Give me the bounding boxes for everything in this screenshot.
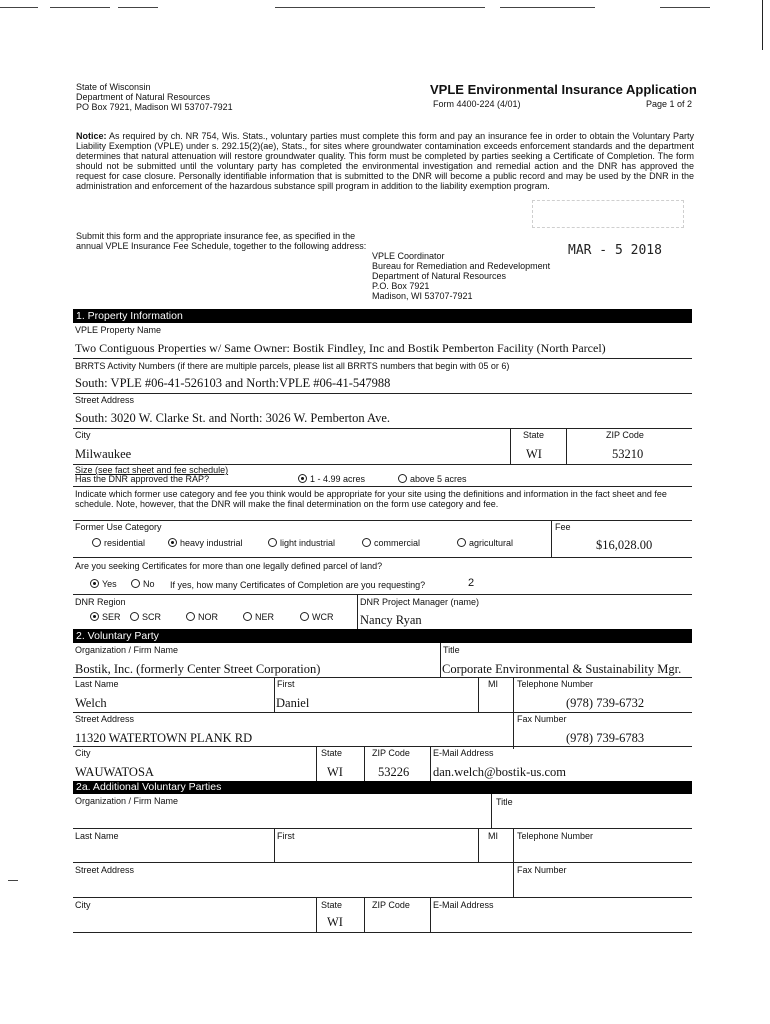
agency-block [76,82,233,112]
add-fax-label: Fax Number [517,865,567,875]
submit-text [76,231,366,251]
submit-line: annual VPLE Insurance Fee Schedule, together to the following address: [76,241,367,251]
radio-unselected[interactable] [398,474,407,483]
size-label: Size (see fact sheet and fee schedule) [75,465,229,475]
city-label: City [75,430,91,440]
mailing-address [372,251,550,301]
scan-mark [660,7,710,8]
add-title-label: Title [496,797,513,807]
project-manager-field[interactable]: Nancy Ryan [360,613,422,627]
region-label: DNR Region [75,597,126,607]
notice [76,131,694,191]
agency-line: State of Wisconsin [76,82,151,92]
address-line: P.O. Box 7921 [372,281,430,291]
notice-lead: Notice: [76,131,107,141]
scan-mark [275,7,485,8]
scan-mark [762,0,763,50]
last-name-field[interactable]: Welch [75,696,107,710]
option-label: residential [104,538,146,548]
option-label: No [143,579,155,589]
option-label: SER [102,612,121,622]
radio-unselected[interactable] [268,538,277,547]
email-label: E-Mail Address [433,748,494,758]
option-label: NOR [198,612,218,622]
street-address-label: Street Address [75,395,135,405]
page-number: Page 1 of 2 [646,99,693,109]
rap-label: Has the DNR approved the RAP? [75,474,210,484]
scan-mark [0,7,38,8]
received-stamp-date: MAR - 5 2018 [568,243,662,258]
vp-city-label: City [75,748,91,758]
received-stamp [532,200,684,228]
first-name-label: First [277,679,295,689]
state-field[interactable]: WI [526,447,542,461]
add-first-name-label: First [277,831,295,841]
fee-field[interactable]: $16,028.00 [596,538,653,552]
radio-unselected[interactable] [131,579,140,588]
radio-unselected[interactable] [130,612,139,621]
size-option-large[interactable] [398,474,467,484]
notice-text: As required by ch. NR 754, Wis. Stats., voluntary parties must complete this form and pay an insurance fee in order to obtain the Voluntary Party Liability Exemption (VPLE) under s. 292.15(2)(ae), Stats., for sites where groundwater contamination exceeds enforcement standards and the department determines that natural attenuation will restore groundwater quality. This form must be completed by parties seeking a Certificate of Completion. The form should not be submitted until the voluntary party has completed the environmental investigation and remedial action and the DNR has approved the request for case closure. Personally identifiable information that is submitted to the DNR will become a public record and may be used by the DNR in the administration and enforcement of the hazardous substance spill program in addition to the liability exemption program. [76,131,694,191]
fax-field[interactable]: (978) 739-6783 [566,731,645,745]
add-phone-label: Telephone Number [517,831,594,841]
title-field[interactable]: Corporate Environmental & Sustainability Mgr. [442,662,682,676]
street-address-field[interactable]: South: 3020 W. Clarke St. and North: 3026 W. Pemberton Ave. [75,411,391,425]
radio-selected[interactable] [90,579,99,588]
fee-label: Fee [555,522,571,532]
section-additional-parties-header: 2a. Additional Voluntary Parties [73,781,692,794]
add-state-label: State [321,900,343,910]
brrts-field[interactable]: South: VPLE #06-41-526103 and North:VPLE #06-41-547988 [75,376,391,390]
cert-question: Are you seeking Certificates for more than one legally defined parcel of land? [75,561,383,571]
radio-selected[interactable] [298,474,307,483]
option-label: WCR [312,612,334,622]
cert-count-field[interactable]: 2 [468,577,475,589]
zip-label: ZIP Code [606,430,644,440]
add-last-name-label: Last Name [75,831,119,841]
add-mi-label: MI [488,831,498,841]
use-light-industrial[interactable] [268,538,335,548]
scan-mark [500,7,595,8]
region-wcr[interactable] [300,612,334,622]
cert-no[interactable] [131,579,155,589]
add-email-label: E-Mail Address [433,900,494,910]
project-manager-label: DNR Project Manager (name) [360,597,480,607]
agency-line: Department of Natural Resources [76,92,211,102]
radio-unselected[interactable] [186,612,195,621]
radio-unselected[interactable] [457,538,466,547]
email-field[interactable]: dan.welch@bostik-us.com [433,765,567,779]
agency-line: PO Box 7921, Madison WI 53707-7921 [76,102,233,112]
add-street-label: Street Address [75,865,135,875]
use-commercial[interactable] [362,538,420,548]
org-field[interactable]: Bostik, Inc. (formerly Center Street Corporation) [75,662,321,676]
add-zip-label: ZIP Code [372,900,410,910]
former-use-label: Former Use Category [75,522,162,532]
first-name-field[interactable]: Daniel [276,696,310,710]
vp-zip-label: ZIP Code [372,748,410,758]
radio-selected[interactable] [90,612,99,621]
fax-label: Fax Number [517,714,567,724]
use-heavy-industrial[interactable] [168,538,243,548]
city-field[interactable]: Milwaukee [75,447,132,461]
vp-city-field[interactable]: WAUWATOSA [75,765,154,779]
phone-label: Telephone Number [517,679,594,689]
region-ser[interactable] [90,612,121,622]
option-label: 1 - 4.99 acres [310,474,366,484]
state-label: State [523,430,545,440]
option-label: light industrial [280,538,336,548]
vp-zip-field[interactable]: 53226 [378,765,410,779]
option-label: NER [255,612,275,622]
zip-field[interactable]: 53210 [612,447,644,461]
add-city-label: City [75,900,91,910]
add-state-field[interactable]: WI [327,915,343,929]
vp-state-field[interactable]: WI [327,765,343,779]
address-line: Department of Natural Resources [372,271,507,281]
scan-mark [8,880,18,881]
use-agricultural[interactable] [457,538,513,548]
vp-street-field[interactable]: 11320 WATERTOWN PLANK RD [75,731,253,745]
address-line: VPLE Coordinator [372,251,445,261]
radio-unselected[interactable] [300,612,309,621]
property-name-label: VPLE Property Name [75,325,162,335]
add-org-label: Organization / Firm Name [75,796,179,806]
indicate-text: Indicate which former use category and fee you think would be appropriate for your site using the definitions and information in the fact sheet and fee schedule. Note, however, that the DNR will make the final determination on the form use category and fee. [75,489,667,509]
phone-field[interactable]: (978) 739-6732 [566,696,645,710]
option-label: Yes [102,579,117,589]
option-label: heavy industrial [180,538,243,548]
scan-mark [50,7,110,8]
radio-unselected[interactable] [92,538,101,547]
radio-unselected[interactable] [243,612,252,621]
option-label: commercial [374,538,421,548]
vp-state-label: State [321,748,343,758]
radio-unselected[interactable] [362,538,371,547]
title-label: Title [443,645,460,655]
org-label: Organization / Firm Name [75,645,179,655]
last-name-label: Last Name [75,679,119,689]
section-voluntary-party-header: 2. Voluntary Party [73,629,692,643]
radio-selected[interactable] [168,538,177,547]
mi-label: MI [488,679,498,689]
brrts-label: BRRTS Activity Numbers (if there are multiple parcels, please list all BRRTS numbers that begin with 05 or 6) [75,361,510,371]
address-line: Bureau for Remediation and Redevelopment [372,261,551,271]
address-line: Madison, WI 53707-7921 [372,291,473,301]
property-name-field[interactable]: Two Contiguous Properties w/ Same Owner: Bostik Findley, Inc and Bostik Pemberton Facility (North Parcel) [75,341,606,355]
vp-street-label: Street Address [75,714,135,724]
region-nor[interactable] [186,612,218,622]
form-title: VPLE Environmental Insurance Application [430,82,697,97]
cert-yes[interactable] [90,579,117,589]
region-scr[interactable] [130,612,161,622]
option-label: agricultural [469,538,514,548]
option-label: above 5 acres [410,474,467,484]
size-option-small[interactable] [298,474,365,484]
submit-line: Submit this form and the appropriate insurance fee, as specified in the [76,231,356,241]
form-number: Form 4400-224 (4/01) [433,99,521,109]
scan-mark [118,7,158,8]
region-ner[interactable] [243,612,274,622]
cert-count-question: If yes, how many Certificates of Completion are you requesting? [170,580,426,590]
option-label: SCR [142,612,162,622]
use-residential[interactable] [92,538,145,548]
section-property-header: 1. Property Information [73,309,692,323]
